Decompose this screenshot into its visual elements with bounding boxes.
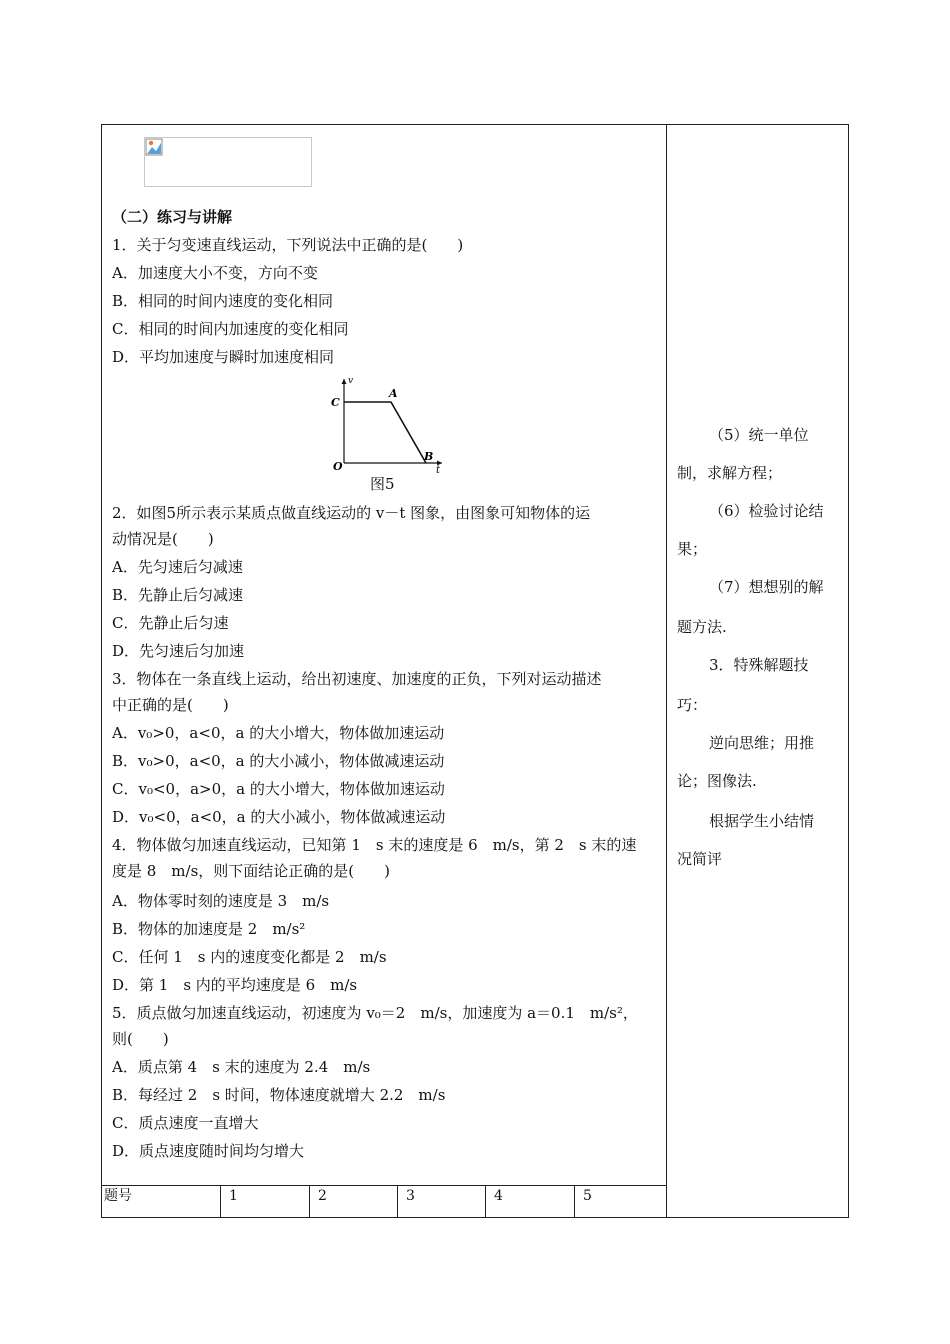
q4-option-a: A．物体零时刻的速度是 3 m/s bbox=[112, 892, 330, 910]
answer-number-row bbox=[102, 1185, 666, 1217]
note-line-4: 果； bbox=[677, 540, 708, 558]
note-line-2: 制，求解方程； bbox=[677, 464, 783, 482]
vt-graph-figure bbox=[330, 375, 450, 475]
note-line-10: 论；图像法. bbox=[677, 772, 757, 790]
label-t: t bbox=[436, 465, 441, 475]
note-line-5: （7）想想别的解 bbox=[709, 578, 824, 596]
label-a: A bbox=[389, 387, 398, 400]
answer-cell-4: 4 bbox=[486, 1186, 575, 1217]
label-b: B bbox=[424, 450, 434, 463]
note-line-8: 巧： bbox=[677, 696, 708, 714]
q3-option-b: B．v₀>0，a<0，a 的大小减小，物体做减速运动 bbox=[112, 752, 445, 770]
note-line-1: （5）统一单位 bbox=[709, 426, 809, 444]
q2-stem-line1: 2．如图5所示表示某质点做直线运动的 v－t 图象，由图象可知物体的运 bbox=[112, 504, 591, 522]
q5-option-d: D．质点速度随时间均匀增大 bbox=[112, 1142, 305, 1160]
q2-option-a: A．先匀速后匀减速 bbox=[112, 558, 243, 576]
q5-option-b: B．每经过 2 s 时间，物体速度就增大 2.2 m/s bbox=[112, 1086, 446, 1104]
q2-option-c: C．先静止后匀速 bbox=[112, 614, 229, 632]
column-divider bbox=[666, 124, 667, 1218]
q5-option-c: C．质点速度一直增大 bbox=[112, 1114, 259, 1132]
q4-option-b: B．物体的加速度是 2 m/s² bbox=[112, 920, 306, 938]
broken-image-icon bbox=[145, 138, 163, 156]
section-title: （二）练习与讲解 bbox=[112, 208, 233, 226]
answer-cell-2: 2 bbox=[310, 1186, 398, 1217]
v-axis-arrow bbox=[342, 379, 347, 384]
answer-cell-1: 1 bbox=[221, 1186, 310, 1217]
q4-option-c: C．任何 1 s 内的速度变化都是 2 m/s bbox=[112, 948, 387, 966]
answer-cell-3: 3 bbox=[398, 1186, 486, 1217]
q3-option-c: C．v₀<0，a>0，a 的大小增大，物体做加速运动 bbox=[112, 780, 445, 798]
q2-option-d: D．先匀速后匀加速 bbox=[112, 642, 245, 660]
note-line-9: 逆向思维；用推 bbox=[709, 734, 815, 752]
q4-option-d: D．第 1 s 内的平均速度是 6 m/s bbox=[112, 976, 358, 994]
q3-stem-line1: 3．物体在一条直线上运动，给出初速度、加速度的正负，下列对运动描述 bbox=[112, 670, 602, 688]
label-v: v bbox=[348, 376, 354, 386]
image-placeholder bbox=[144, 137, 312, 187]
q5-stem-line1: 5．质点做匀加速直线运动，初速度为 v₀＝2 m/s，加速度为 a＝0.1 m/s²， bbox=[112, 1004, 638, 1022]
q4-stem-line2: 度是 8 m/s，则下面结论正确的是( ) bbox=[112, 862, 390, 880]
q3-stem-line2: 中正确的是( ) bbox=[112, 696, 229, 714]
q5-stem-line2: 则( ) bbox=[112, 1030, 169, 1048]
q1-option-a: A．加速度大小不变，方向不变 bbox=[112, 264, 318, 282]
label-c: C bbox=[331, 396, 340, 409]
answer-row-header: 题号 bbox=[102, 1186, 221, 1217]
q2-stem-line2: 动情况是( ) bbox=[112, 530, 214, 548]
answer-cell-5: 5 bbox=[583, 1188, 592, 1204]
note-line-11: 根据学生小结情 bbox=[709, 812, 815, 830]
figure-caption: 图5 bbox=[370, 475, 395, 493]
q5-option-a: A．质点第 4 s 末的速度为 2.4 m/s bbox=[112, 1058, 371, 1076]
label-o: O bbox=[333, 460, 343, 473]
note-line-6: 题方法. bbox=[677, 618, 727, 636]
q1-stem: 1．关于匀变速直线运动，下列说法中正确的是( ) bbox=[112, 236, 464, 254]
q1-option-d: D．平均加速度与瞬时加速度相同 bbox=[112, 348, 335, 366]
q2-option-b: B．先静止后匀减速 bbox=[112, 586, 244, 604]
q4-stem-line1: 4．物体做匀加速直线运动，已知第 1 s 末的速度是 6 m/s，第 2 s 末的速 bbox=[112, 836, 637, 854]
q1-option-c: C．相同的时间内加速度的变化相同 bbox=[112, 320, 349, 338]
note-line-3: （6）检验讨论结 bbox=[709, 502, 824, 520]
note-line-12: 况简评 bbox=[677, 850, 723, 868]
q1-option-b: B．相同的时间内速度的变化相同 bbox=[112, 292, 334, 310]
q3-option-d: D．v₀<0，a<0，a 的大小减小，物体做减速运动 bbox=[112, 808, 446, 826]
note-line-7: 3．特殊解题技 bbox=[709, 656, 809, 674]
motion-line bbox=[344, 402, 426, 463]
q3-option-a: A．v₀>0，a<0，a 的大小增大，物体做加速运动 bbox=[112, 724, 445, 742]
